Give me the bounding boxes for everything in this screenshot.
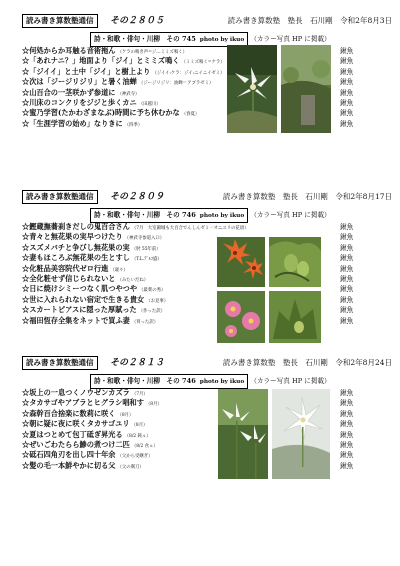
poem-item: ☆川床のコンクリをジジと歩くカニ （田越川） 鍬魚 (22, 97, 354, 107)
poem-item: ☆ぜいごわたらら鯵の煮つけ二匹 （8/2 食ㇽ） 鍬魚 (22, 439, 354, 449)
issue-info: 読み書き算数塾 塾長 石川剛 令和2年8月17日 (222, 192, 392, 201)
poem-item: ☆山百合の一茎咲かず参道に （神武寺） 鍬魚 (22, 87, 354, 97)
poem-item: ☆砥石四角刃を出し四十年余 （父から受継ぎ） 鍬魚 (22, 450, 354, 460)
poem-item: ☆世に入れられない宿定で生きる貴女 （お見事） 鍬魚 (22, 294, 354, 304)
poem-item: ☆タカサゴやアブラとヒグラシ唱和す （8月） 鍬魚 (22, 398, 354, 408)
poem-author: 鍬魚 (340, 119, 354, 128)
subheader-title: 詩・和歌・俳句・川柳 その 745 (94, 35, 196, 43)
poem-item: ☆妻もほころぶ無花果の生とすし （T.L.ﾃﾞﾙｺ盛） 鍬魚 (22, 253, 354, 263)
poem-author: 鍬魚 (340, 430, 354, 439)
poem-author: 鍬魚 (340, 264, 354, 273)
poem-author: 鍬魚 (340, 223, 354, 231)
issue-number: その２８０９ (110, 192, 165, 202)
newsletter-section-3 (22, 356, 392, 516)
photo-note: （カラー写真 HP に掲載） (250, 377, 331, 385)
photo-credit: photo by ikuo (199, 379, 245, 385)
poem-author: 鍬魚 (340, 88, 354, 97)
poem-item: ☆夏はつとめて包丁砥ぎ昇光る （8/2 鈍ㇽ） 鍬魚 (22, 429, 354, 439)
poem-item: ☆髪の毛一本鮮やかに切る父 （父の剃刀） 鍬魚 (22, 460, 354, 470)
poem-item: ☆何処からか耳触る音術拖ん （ケラの鳴き声=ジ…ミミズ鳴く） 鍬魚 (22, 46, 354, 55)
poem-author: 鍬魚 (340, 440, 354, 449)
poem-subheader (90, 208, 331, 220)
newsletter-tag: 読み書き算数塾通信 (22, 14, 98, 28)
issue-info: 読み書き算数塾 塾長 石川剛 令和2年8月3日 (227, 16, 392, 25)
newsletter-section-1 (22, 14, 392, 174)
fig-leaves-photo (269, 291, 321, 343)
poem-subheader (90, 32, 331, 44)
subheader-title: 詩・和歌・俳句・川柳 その 746 (94, 211, 196, 219)
subheader-title: 詩・和歌・俳句・川柳 その 746 (94, 377, 196, 385)
tiger-lily-photo (217, 237, 265, 287)
poem-author: 鍬魚 (340, 78, 354, 87)
poem-author: 鍬魚 (340, 274, 354, 283)
poem-item: ☆日に焼けシミーつなく肌つやつや （最菜の秀） 鍬魚 (22, 284, 354, 294)
newsletter-section-2 (22, 190, 392, 350)
newsletter-tag: 読み書き算数塾通信 (22, 356, 98, 370)
issue-info: 読み書き算数塾 塾長 石川剛 令和2年8月24日 (222, 358, 392, 367)
photo-credit: photo by ikuo (199, 37, 245, 43)
issue-number: その２８１３ (110, 358, 165, 368)
poem-item: ☆森幹百合捨楽に数莉に咲く （8月） 鍬魚 (22, 408, 354, 418)
poem-author: 鍬魚 (340, 233, 354, 242)
issue-number: その２８０５ (110, 16, 165, 26)
poem-author: 鍬魚 (340, 316, 354, 325)
poem-author: 鍬魚 (340, 389, 354, 397)
lily-photo (227, 45, 277, 133)
poem-item: ☆鰹蔵撫蕎刹きだしの鬼百合さん （7月 大室錦城も大百合でんしんゼミ一オニユリの花頃） 鍬魚 (22, 222, 354, 231)
poem-author: 鍬魚 (340, 409, 354, 418)
photo-note: （カラー写真 HP に掲載） (250, 211, 331, 219)
photo-credit: photo by ikuo (199, 213, 245, 219)
section-header (22, 14, 392, 28)
section-header (22, 356, 392, 370)
poem-item: ☆「ジイイ」と土中「ジイ」と樹上より （ジイイ:ケラ：ジイ:ニイニイゼミ） 鍬魚 (22, 66, 354, 76)
poem-author: 鍬魚 (340, 285, 354, 294)
poem-item: ☆「生涯学習の始め」なりきに （四季） 鍬魚 (22, 118, 354, 128)
poem-item: ☆化粧品美容院代ゼロ行進 （歳々） 鍬魚 (22, 263, 354, 273)
poem-subheader (90, 374, 331, 386)
poem-author: 鍬魚 (340, 243, 354, 252)
poem-item: ☆「あれナニ？」地面より「ジイ」とミミズ鳴く （ミミズ鳴く=ケラ） 鍬魚 (22, 56, 354, 66)
poem-author: 鍬魚 (340, 98, 354, 107)
lily-garden-photo (218, 389, 268, 479)
poem-author: 鍬魚 (340, 451, 354, 460)
poem-item: ☆蜜乃学習(たかわざまなぶ)時間に予ち休むかな （春夏） 鍬魚 (22, 108, 354, 118)
poem-author: 鍬魚 (340, 461, 354, 470)
section-header (22, 190, 392, 204)
poem-item: ☆次は「ジージリジリ」と暑く油蝉 （ジージリジリ：油蝉＝アブラゼミ） 鍬魚 (22, 77, 354, 87)
lily-closeup-photo (272, 389, 330, 479)
poem-author: 鍬魚 (340, 67, 354, 76)
poem-author: 鍬魚 (340, 420, 354, 429)
poem-author: 鍬魚 (340, 295, 354, 304)
poem-item: ☆スズメバチと争びし無花果の実 （肘 55年前） 鍬魚 (22, 242, 354, 252)
garden-photo (281, 45, 331, 133)
poem-author: 鍬魚 (340, 254, 354, 263)
poem-author: 鍬魚 (340, 57, 354, 66)
poem-item: ☆朝に疑に夜に咲くタカサゴユリ （8月） 鍬魚 (22, 419, 354, 429)
poem-item: ☆福田恆存全集をネットで買ふ妻 （買った訳） 鍬魚 (22, 315, 354, 325)
poem-author: 鍬魚 (340, 399, 354, 408)
poem-author: 鍬魚 (340, 109, 354, 118)
photo-note: （カラー写真 HP に掲載） (250, 35, 331, 43)
poem-item: ☆坂上の一息つくノウゼンカズラ （7月） 鍬魚 (22, 388, 354, 397)
poem-item: ☆スカートピアスに隠った厚賦った （作った訳） 鍬魚 (22, 305, 354, 315)
poem-author: 鍬魚 (340, 47, 354, 55)
poem-item: ☆全化粧せず信じられないと （みたいだね） 鍬魚 (22, 273, 354, 283)
fig-fruit-photo (269, 237, 321, 287)
poem-item: ☆青々と無花果の実早つけたり （神武寺参道入口） 鍬魚 (22, 232, 354, 242)
newsletter-tag: 読み書き算数塾通信 (22, 190, 98, 204)
cosmos-photo (217, 291, 265, 343)
poem-author: 鍬魚 (340, 306, 354, 315)
